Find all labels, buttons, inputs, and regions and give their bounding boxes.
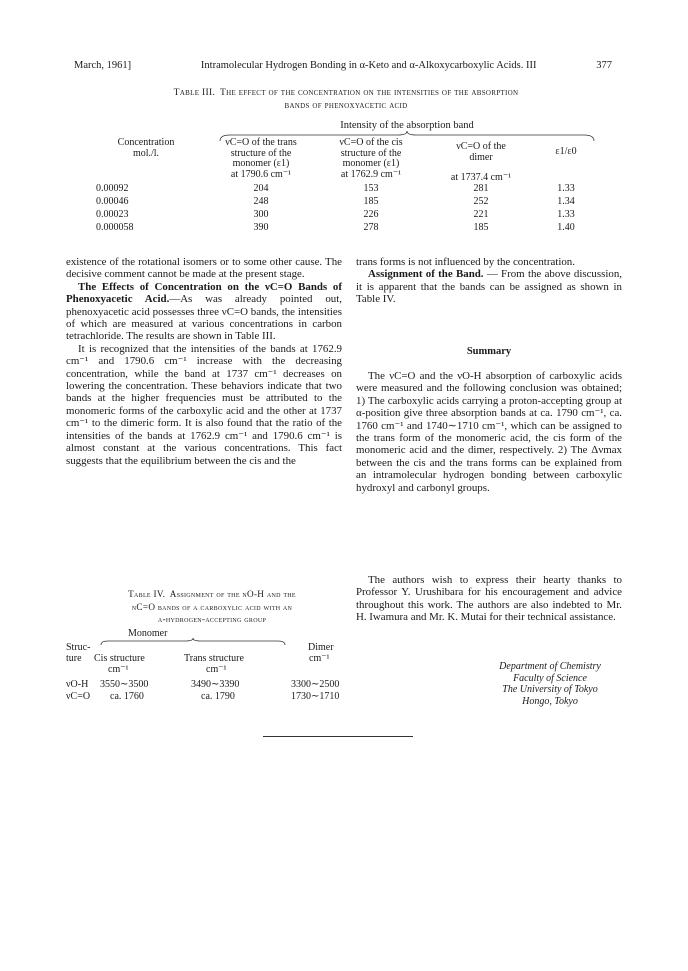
paragraph: Assignment of the Band. — From the above discussion, it is apparent that the bands can be assigned as shown in Table IV. [356,268,622,306]
table4-monomer-spanner: Monomer [128,628,168,639]
issue-date: March, 1961] [74,60,132,71]
right-column-text-top [356,256,622,306]
table3-caption-line2: bands of phenoxyacetic acid [284,100,408,111]
section-heading-assignment: Assignment of the Band. [368,268,484,281]
paragraph: The authors wish to express their hearty thanks to Professor Y. Urushibara for his encouragement and advice throughout this work. The authors are also indebted to Mr. H. Iwamura and Mr. K. Mutai for their technical assistance. [356,574,622,624]
table3-col-ratio: ε1/ε0 [555,146,577,157]
paragraph: existence of the rotational isomers or to some other cause. The decisive comment cannot be made at the present stage. [66,256,342,281]
summary-heading: Summary [466,346,512,357]
summary-text [356,370,622,494]
section-heading-concentration: The Effects of Concentration on the νC=O Bands of Phenoxyacetic Acid. [66,280,342,306]
table3-col-cis: νC=O of the cis structure of the monomer (ε1) at 1762.9 cm⁻¹ [339,137,403,180]
paragraph: It is recognized that the intensities of the bands at 1762.9 cm⁻¹ and 1790.6 cm⁻¹ increase with the decreasing concentration, while the band at 1737 cm⁻¹ decreases on lowering the concentration. These behaviors indicate that two bands at the higher frequencies must be attributed to the monomeric forms of the carboxylic acid and the other at 1737 cm⁻¹ to the dimeric form. It is also found that the ratio of the intensities of the bands at 1762.9 cm⁻¹ and 1790.6 cm⁻¹ is almost constant at the various concentrations. This fact suggests that the equilibrium between the cis and the [66,342,342,467]
table3-col-trans: νC=O of the trans structure of the monomer (ε1) at 1790.6 cm⁻¹ [225,137,297,180]
affiliation: Department of Chemistry Faculty of Science The University of Tokyo Hongo, Tokyo [499,661,601,707]
paragraph: The νC=O and the νO-H absorption of carboxylic acids were measured and the following conclusion was obtained; 1) The carboxylic acids carrying a proton-accepting group at α-position give three absorption bands at ca. 1790 cm⁻¹, ca. 1760 cm⁻¹ and 1740∼1710 cm⁻¹, which can be assigned to the trans form of the monomeric acid, the cis form of the monomeric acid and the dimer, respectively. 2) The Δνmax between the cis and the trans forms can be explained from an intramolecular hydrogen bonding between carboxylic hydroxyl and carbonyl groups. [356,370,622,494]
table-row: 0.00092 204 153 281 1.33 [96,183,575,194]
paragraph: The Effects of Concentration on the νC=O Bands of Phenoxyacetic Acid.—As was already pointed out, phenoxyacetic acid possesses three νC=O bands, the intensities of which are measured at various concentrations in carbon tetrachloride. The results are shown in Table III. [66,280,342,343]
journal-page: March, 1961] Intramolecular Hydrogen Bonding in α-Keto and α-Alkoxycarboxylic Acids. III 377 Table III. The effect of the concentration on the intensities of the absorption bands of phenoxyacetic acid Intensity of the absorption band Concentration mol./l. νC=O of the trans structure of the monomer (ε1) at 1790.6 cm⁻¹ νC=O of the cis structure of the monomer (ε1) at 1762.9 cm⁻¹ νC=O of the dimer at 1737.4 cm⁻¹ ε1/ε0 0.00092 204 153 281 1.33 0.00046 248 185 252 1.34 0.00023 300 226 221 1.33 0.000058 390 278 185 1.40 existence of the rotational isomers or to some other cause. The decisive comment cannot be made at the present stage. The Effects of Concentration on the νC=O Bands of Phenoxyacetic Acid.—As was already pointed out, phenoxyacetic acid possesses three νC=O bands, the intensities of which are measured at various concentrations in carbon tetrachloride. The results are shown in Table III. It is recognized that the intensities of the bands at 1762.9 cm⁻¹ and 1790.6 cm⁻¹ increase with the decreasing concentration, while the band at 1737 cm⁻¹ decreases on lowering the concentration. These behaviors indicate that two bands at the higher frequencies must be attributed to the monomeric forms of the carboxylic acid and the other at 1737 cm⁻¹ to the dimeric form. It is also found that the ratio of the intensities of the bands at 1762.9 cm⁻¹ and 1790.6 cm⁻¹ is almost constant at the various concentrations. This fact suggests that the equilibrium between the cis and the Table IV. Assignment of the νO-H and the νC=O bands of a carboxylic acid with an α-hydrogen-accepting group Monomer Struc- ture Cis structure cm⁻¹ Trans structure cm⁻¹ Dimer cm⁻¹ νO-H 3550∼3500 3490∼3390 3300∼2500 νC=O ca. 1760 ca. 1790 1730∼1710 trans forms is not influenced by the concentration. Assignment of the Band. — From the above discussion, it is apparent that the bands can be assigned as shown in Table IV. Summary The νC=O and the νO-H absorption of carboxylic acids were measured and the following conclusion was obtained; 1) The carboxylic acids carrying a proton-accepting group at α-position give three absorption bands at ca. 1790 cm⁻¹, ca. 1760 cm⁻¹ and 1740∼1710 cm⁻¹, which can be assigned to the trans form of the monomeric acid, the cis form of the monomeric acid and the dimer, respectively. 2) The Δνmax between the cis and the trans forms can be explained from an intramolecular hydrogen bonding between carboxylic hydroxyl and carbonyl groups. The authors wish to express their hearty thanks to Professor Y. Urushibara for his encouragement and advice throughout this work. The authors are also indebted to Mr. H. Iwamura and Mr. K. Mutai for their technical assistance. Department of Chemistry Faculty of Science The University of Tokyo Hongo, Tokyo [0,0,688,971]
table4-col-cis: Cis structure [94,653,145,664]
table4-brace [100,638,286,646]
table4-label: Table IV. [128,589,166,599]
table3-caption [96,86,596,112]
running-header [74,60,612,71]
end-rule [263,736,413,737]
table4-col-dimer: Dimer [308,642,334,653]
acknowledgement-text [356,574,622,624]
table3-spanner: Intensity of the absorption band [340,120,474,131]
table-row: νO-H [66,679,89,690]
article-title: Intramolecular Hydrogen Bonding in α-Keto and α-Alkoxycarboxylic Acids. III [200,60,537,71]
table3-label: Table III. [173,87,216,98]
table3-caption-line1: The effect of the concentration on the intensities of the absorption [219,87,519,98]
table4-caption: Table IV. Assignment of the νO-H and the νC=O bands of a carboxylic acid with an α-hydrogen-accepting group [128,589,296,624]
table-row: νC=O [66,691,91,702]
left-column-text [66,256,342,467]
paragraph: trans forms is not influenced by the concentration. [356,256,575,268]
table-row: 0.00046 248 185 252 1.34 [96,196,575,207]
table3-col-dimer: νC=O of the dimer at 1737.4 cm⁻¹ [450,141,512,183]
page-number: 377 [596,60,612,71]
table4-col-trans: Trans structure [184,653,244,664]
table-row: 0.00023 300 226 221 1.33 [96,209,575,220]
table-row: 0.000058 390 278 185 1.40 [96,222,575,233]
table3-col-concentration: Concentration mol./l. [117,137,175,159]
